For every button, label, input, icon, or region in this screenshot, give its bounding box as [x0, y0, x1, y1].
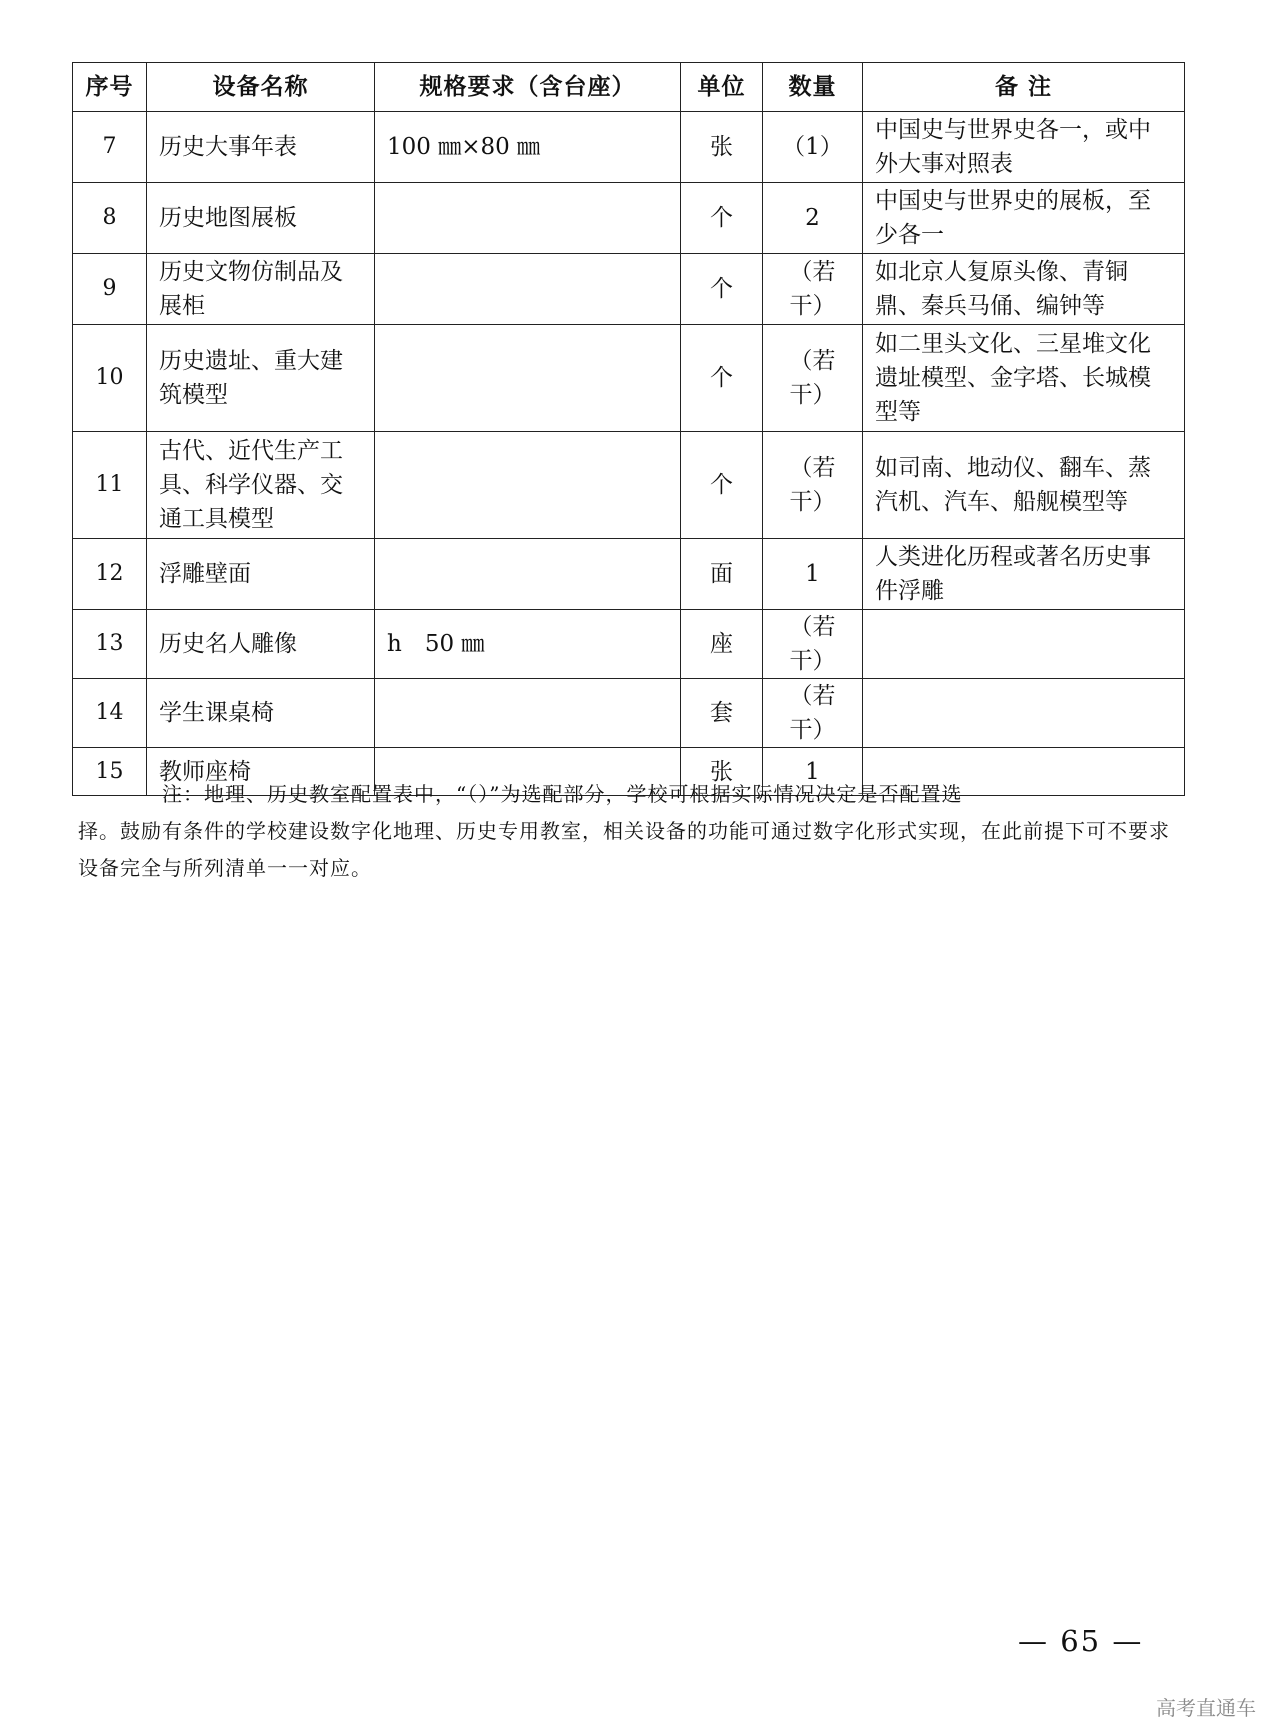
header-specification: 规格要求（含台座）: [375, 63, 681, 112]
cell-serial-number: 11: [73, 432, 147, 539]
cell-remarks: [863, 610, 1185, 679]
cell-specification: h 50 ㎜: [375, 610, 681, 679]
cell-serial-number: 15: [73, 748, 147, 796]
page-number: — 65 —: [1018, 1624, 1144, 1658]
cell-quantity: （若干）: [763, 432, 863, 539]
cell-specification: [375, 183, 681, 254]
cell-unit: 张: [681, 748, 763, 796]
cell-unit: 个: [681, 325, 763, 432]
table-row: [73, 183, 1185, 254]
footnote-rest: 择。鼓励有条件的学校建设数字化地理、历史专用教室，相关设备的功能可通过数字化形式实现，在此前提下可不要求设备完全与所列清单一一对应。: [78, 819, 1170, 880]
cell-equipment-name: 历史大事年表: [147, 112, 375, 183]
cell-quantity: 1: [763, 748, 863, 796]
cell-unit: 个: [681, 254, 763, 325]
cell-quantity: （若干）: [763, 325, 863, 432]
cell-quantity: （若干）: [763, 679, 863, 748]
cell-remarks: [863, 679, 1185, 748]
cell-equipment-name: 历史地图展板: [147, 183, 375, 254]
header-quantity: 数量: [763, 63, 863, 112]
cell-serial-number: 9: [73, 254, 147, 325]
cell-unit: 张: [681, 112, 763, 183]
cell-quantity: 1: [763, 539, 863, 610]
cell-serial-number: 10: [73, 325, 147, 432]
cell-unit: 个: [681, 183, 763, 254]
cell-remarks: 中国史与世界史各一，或中外大事对照表: [863, 112, 1185, 183]
table-row: [73, 539, 1185, 610]
cell-specification: [375, 254, 681, 325]
cell-equipment-name: 历史文物仿制品及展柜: [147, 254, 375, 325]
cell-serial-number: 12: [73, 539, 147, 610]
cell-specification: [375, 325, 681, 432]
cell-quantity: （1）: [763, 112, 863, 183]
header-equipment-name: 设备名称: [147, 63, 375, 112]
cell-unit: 座: [681, 610, 763, 679]
cell-serial-number: 14: [73, 679, 147, 748]
cell-quantity: 2: [763, 183, 863, 254]
cell-equipment-name: 历史名人雕像: [147, 610, 375, 679]
cell-quantity: （若干）: [763, 610, 863, 679]
cell-serial-number: 8: [73, 183, 147, 254]
cell-unit: 套: [681, 679, 763, 748]
watermark-text: 高考直通车: [1156, 1696, 1256, 1720]
table-row: [73, 254, 1185, 325]
cell-equipment-name: 浮雕壁面: [147, 539, 375, 610]
footnote-first-line: 注：地理、历史教室配置表中，“（）”为选配部分，学校可根据实际情况决定是否配置选: [162, 782, 963, 806]
table-header-row: [73, 63, 1185, 112]
cell-serial-number: 7: [73, 112, 147, 183]
cell-remarks: 如司南、地动仪、翻车、蒸汽机、汽车、船舰模型等: [863, 432, 1185, 539]
cell-specification: 100 ㎜×80 ㎜: [375, 112, 681, 183]
header-serial-number: 序号: [73, 63, 147, 112]
cell-quantity: （若干）: [763, 254, 863, 325]
table-row: [73, 610, 1185, 679]
cell-equipment-name: 学生课桌椅: [147, 679, 375, 748]
cell-remarks: 如北京人复原头像、青铜鼎、秦兵马俑、编钟等: [863, 254, 1185, 325]
table-row: [73, 432, 1185, 539]
cell-specification: [375, 679, 681, 748]
cell-equipment-name: 教师座椅: [147, 748, 375, 796]
cell-serial-number: 13: [73, 610, 147, 679]
footnote: [78, 776, 1180, 887]
table-row: [73, 325, 1185, 432]
header-unit: 单位: [681, 63, 763, 112]
cell-equipment-name: 古代、近代生产工具、科学仪器、交通工具模型: [147, 432, 375, 539]
cell-unit: 个: [681, 432, 763, 539]
header-remarks: 备 注: [863, 63, 1185, 112]
cell-specification: [375, 432, 681, 539]
equipment-table: [72, 62, 1185, 796]
table-row: [73, 679, 1185, 748]
table-row: [73, 112, 1185, 183]
cell-remarks: 人类进化历程或著名历史事件浮雕: [863, 539, 1185, 610]
cell-remarks: 中国史与世界史的展板，至少各一: [863, 183, 1185, 254]
cell-equipment-name: 历史遗址、重大建筑模型: [147, 325, 375, 432]
cell-specification: [375, 539, 681, 610]
cell-remarks: 如二里头文化、三星堆文化遗址模型、金字塔、长城模型等: [863, 325, 1185, 432]
cell-unit: 面: [681, 539, 763, 610]
